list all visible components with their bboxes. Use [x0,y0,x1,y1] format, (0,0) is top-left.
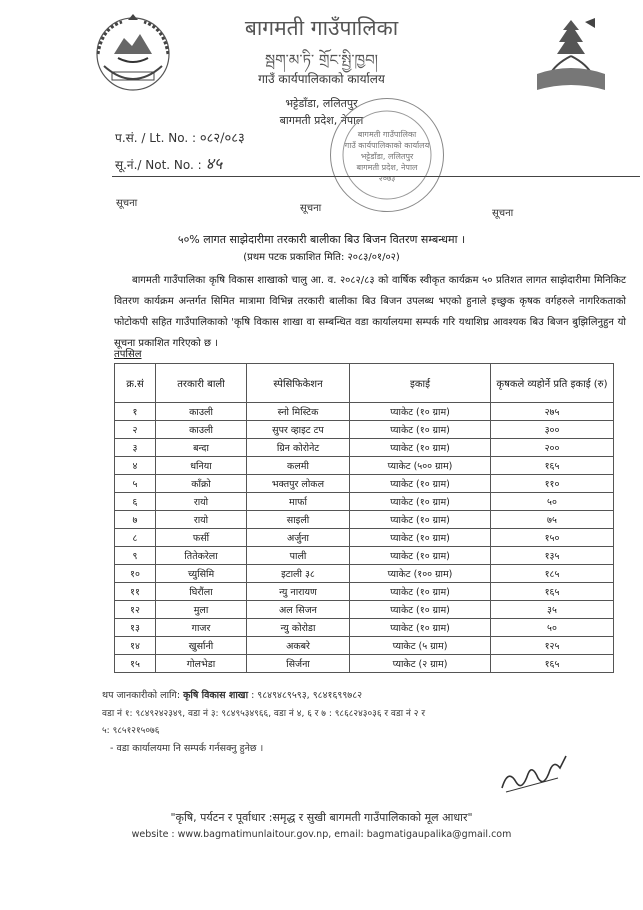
row-unit: प्याकेट (१०० ग्राम) [350,565,491,583]
row-crop: काउली [156,403,247,421]
notice-word-left: सूचना [116,198,138,209]
row-crop: रायो [156,511,247,529]
row-crop: काउली [156,421,247,439]
letter-number-label: प.सं. / Lt. No. : [115,131,197,145]
row-specification: स्नो मिस्टिक [247,403,350,421]
row-specification: सुपर व्हाइट टप [247,421,350,439]
row-price: ५० [491,619,614,637]
notice-number-value: ४५ [205,154,223,173]
row-serial: ४ [115,457,156,475]
row-serial: २ [115,421,156,439]
notice-body: बागमती गाउँपालिका कृषि विकास शाखाको चालु आ. व. २०८२/८३ को वार्षिक स्वीकृत कार्यक्रम ५० प्रतिशत लागत साझेदारीमा मिनिकिट वितरण कार्यक्रम अन्तर्गत सिमित मात्रामा विभिन्न तरकारी बालीका बिउ बिजन उपलब्ध भएको हुनाले इच्छुक कृषक वर्गहरुले नागरिकताको फोटोकपी सहित गाउँपालिकाको 'कृषि विकास शाखा वा सम्बन्धित वडा कार्यालयमा सम्पर्क गरि यथाशिघ्र आवश्यक बिउ बिजन बुझिलिनुहुन यो सूचना प्रकाशित गरिएको छ । [114,275,626,349]
table-row [115,619,614,637]
row-crop: धनिया [156,457,247,475]
table-row [115,601,614,619]
col-serial: क्र.सं [115,364,156,403]
row-unit: प्याकेट (१० ग्राम) [350,547,491,565]
office-stamp [330,98,444,212]
row-specification: सिर्जना [247,655,350,673]
notice-number [115,152,222,174]
row-serial: १४ [115,637,156,655]
table-row [115,547,614,565]
table-row [115,529,614,547]
table-row [115,637,614,655]
table-row [115,421,614,439]
header-divider [112,176,640,177]
row-specification: न्यु कोरोडा [247,619,350,637]
table-row [115,655,614,673]
contact-label: थप जानकारीको लागि: [102,690,181,701]
row-crop: मुला [156,601,247,619]
row-specification: भक्तपुर लोकल [247,475,350,493]
row-serial: १० [115,565,156,583]
row-unit: प्याकेट (१० ग्राम) [350,601,491,619]
row-crop: गोलभेडा [156,655,247,673]
seed-distribution-table [114,363,614,673]
row-serial: १ [115,403,156,421]
contact-info [102,688,362,701]
row-price: १२५ [491,637,614,655]
municipality-slogan: "कृषि, पर्यटन र पूर्वाधार :समृद्ध र सुखी बागमती गाउँपालिकाको मूल आधार" [170,811,473,824]
row-serial: ११ [115,583,156,601]
stamp-line: गाउँ कार्यपालिकाको कार्यालय [344,141,430,150]
row-unit: प्याकेट (१० ग्राम) [350,475,491,493]
row-specification: मार्फा [247,493,350,511]
table-row [115,493,614,511]
stamp-line: बागमती प्रदेश, नेपाल [356,163,418,172]
row-unit: प्याकेट (५०० ग्राम) [350,457,491,475]
row-serial: १२ [115,601,156,619]
row-unit: प्याकेट (१० ग्राम) [350,439,491,457]
office-name: गाउँ कार्यपालिकाको कार्यालय [258,72,385,86]
table-row [115,403,614,421]
table-row [115,475,614,493]
stamp-line: २०७३ [378,174,396,183]
letter-number-value: ०८२/०८३ [199,131,245,146]
ward-contacts-line1: वडा नं १: ९८४९२४२३४९, वडा नं ३: ९८४९५३४९६६, वडा नं ४, ६ र ७ : ९८६८२४३०३६ र वडा नं २ र [102,709,426,719]
row-specification: अकबरे [247,637,350,655]
row-unit: प्याकेट (५ ग्राम) [350,637,491,655]
website-email: website : www.bagmatimunlaitour.gov.np, email: bagmatigaupalika@gmail.com [131,829,512,840]
row-serial: १५ [115,655,156,673]
table-header-row [115,364,614,403]
notice-number-label: सू.नं./ Not. No. : [115,158,202,172]
office-address: भट्टेडाँडा, ललितपुर [285,97,358,110]
row-price: २७५ [491,403,614,421]
office-province: बागमती प्रदेश, नेपाल [279,114,364,127]
row-crop: बन्दा [156,439,247,457]
municipality-title: बागमती गाउँपालिका [244,16,399,40]
row-price: ५० [491,493,614,511]
publication-date: (प्रथम पटक प्रकाशित मिति: २०८३/०१/०२) [243,252,400,263]
notice-subject: ५०% लागत साझेदारीमा तरकारी बालीका बिउ बिजन वितरण सम्बन्धमा । [177,233,466,246]
col-crop: तरकारी बाली [156,364,247,403]
row-unit: प्याकेट (१० ग्राम) [350,619,491,637]
row-specification: न्यु नारायण [247,583,350,601]
row-crop: फर्सी [156,529,247,547]
table-row [115,439,614,457]
signature [498,748,570,798]
row-price: १६५ [491,583,614,601]
col-unit: इकाई [350,364,491,403]
row-serial: ८ [115,529,156,547]
col-specification: स्पेसिफिकेशन [247,364,350,403]
letter-number [115,128,245,146]
row-price: १६५ [491,655,614,673]
col-farmer-price: कृषकले व्यहोर्ने प्रति इकाई (रु) [491,364,614,403]
row-specification: कलमी [247,457,350,475]
notice-word-right: सूचना [492,208,514,219]
row-unit: प्याकेट (१० ग्राम) [350,421,491,439]
row-price: १५० [491,529,614,547]
row-price: १६५ [491,457,614,475]
notice-word-center: सूचना [300,203,322,214]
row-unit: प्याकेट (१० ग्राम) [350,529,491,547]
contact-branch: कृषि विकास शाखा [183,690,249,701]
details-heading: तपसिल [114,349,142,360]
row-crop: काँक्रो [156,475,247,493]
row-crop: रायो [156,493,247,511]
row-price: १३५ [491,547,614,565]
row-unit: प्याकेट (१० ग्राम) [350,511,491,529]
ward-contacts-line2: ५: ९८५१२१५०७६ [102,726,160,736]
table-row [115,511,614,529]
row-price: ३०० [491,421,614,439]
ward-office-note: - वडा कार्यालयमा नि सम्पर्क गर्नसक्नु हुनेछ । [110,743,264,754]
stamp-line: बागमती गाउँपालिका [357,130,417,139]
row-unit: प्याकेट (१० ग्राम) [350,493,491,511]
row-price: १८५ [491,565,614,583]
row-price: ३५ [491,601,614,619]
row-crop: च्युसिमि [156,565,247,583]
row-price: ११० [491,475,614,493]
table-row [115,583,614,601]
row-specification: ग्रिन कोरोनेट [247,439,350,457]
table-row [115,565,614,583]
row-specification: पाली [247,547,350,565]
row-unit: प्याकेट (१० ग्राम) [350,403,491,421]
row-serial: ६ [115,493,156,511]
stamp-line: भट्टेडाँडा, ललितपुर [360,152,414,161]
row-unit: प्याकेट (२ ग्राम) [350,655,491,673]
row-serial: १३ [115,619,156,637]
row-specification: अल सिजन [247,601,350,619]
row-crop: गाजर [156,619,247,637]
row-price: २०० [491,439,614,457]
row-serial: ७ [115,511,156,529]
row-crop: घिरौंला [156,583,247,601]
row-price: ७५ [491,511,614,529]
row-crop: खुर्सानी [156,637,247,655]
row-serial: ५ [115,475,156,493]
row-specification: साइली [247,511,350,529]
row-serial: ३ [115,439,156,457]
municipality-title-tibetan: སྦག་མ་ཏི་ གྲོང་སྤྱི་ཁྱབ། [264,51,379,69]
row-specification: इटाली ३८ [247,565,350,583]
row-unit: प्याकेट (१० ग्राम) [350,583,491,601]
table-row [115,457,614,475]
row-specification: अर्जुना [247,529,350,547]
row-crop: तितेकरेला [156,547,247,565]
row-serial: ९ [115,547,156,565]
contact-numbers: : ९८४९४८९५९३, ९८४१६९९७८२ [251,690,363,701]
